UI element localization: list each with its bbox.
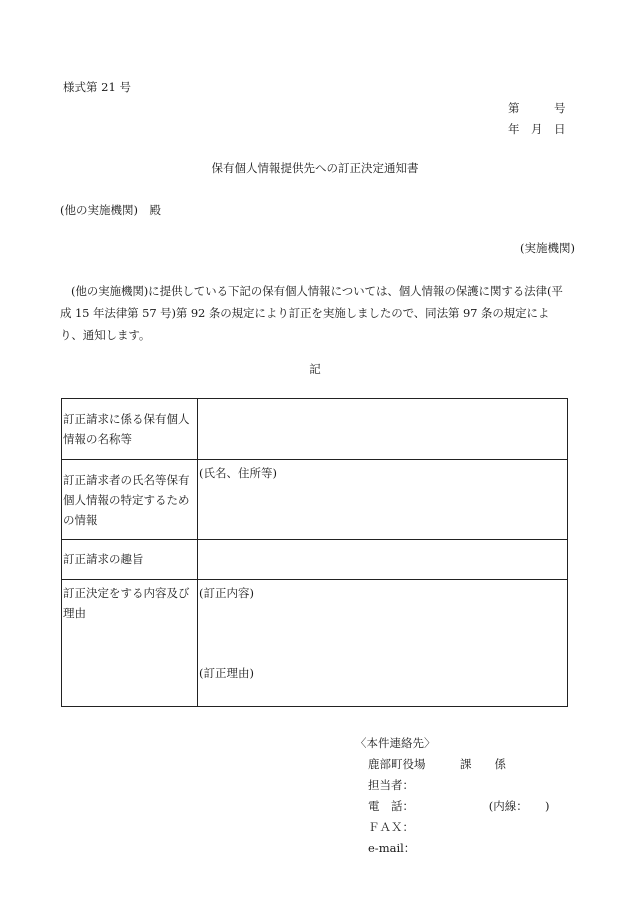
document-date: 年 月 日 — [508, 122, 566, 136]
row-value-request-purpose — [198, 540, 568, 580]
body-text: (他の実施機関)に提供している下記の保有個人情報については、個人情報の保護に関する法律(平成 15 年法律第 57 号)第 92 条の規定により訂正を実施しましたので、同法第 97 条の規定により、通知します。 — [60, 284, 563, 342]
document-number: 第 号 — [508, 101, 566, 115]
contact-email: e-mail： — [368, 841, 416, 855]
form-number: 様式第 21 号 — [63, 80, 131, 94]
correction-reason-label: (訂正理由) — [199, 666, 254, 680]
contact-fax: ＦＡＸ： — [368, 820, 414, 834]
contact-heading: 〈本件連絡先〉 — [355, 736, 436, 750]
contact-phone: 電 話： (内線： ) — [368, 799, 550, 813]
table-row — [62, 399, 568, 460]
contact-office: 鹿部町役場 課 係 — [368, 757, 506, 771]
correction-content-label: (訂正内容) — [199, 586, 254, 600]
table-row — [62, 580, 568, 707]
row-label-request-purpose: 訂正請求の趣旨 — [62, 540, 198, 580]
details-table — [61, 398, 568, 707]
contact-person: 担当者： — [368, 778, 414, 792]
table-row — [62, 460, 568, 540]
row-value-correction-decision — [198, 580, 568, 707]
row-label-information-name: 訂正請求に係る保有個人情報の名称等 — [62, 399, 198, 460]
row-label-requester-info: 訂正請求者の氏名等保有個人情報の特定するための情報 — [62, 460, 198, 540]
row-value-information-name — [198, 399, 568, 460]
table-row — [62, 540, 568, 580]
ki-marker: 記 — [309, 362, 321, 376]
row-value-requester-info: (氏名、住所等) — [198, 460, 568, 540]
row-label-correction-decision: 訂正決定をする内容及び理由 — [62, 580, 198, 707]
contact-block — [355, 733, 549, 859]
recipient: (他の実施機関) 殿 — [60, 203, 161, 217]
document-title: 保有個人情報提供先への訂正決定通知書 — [211, 161, 419, 175]
sender: (実施機関) — [520, 241, 575, 255]
